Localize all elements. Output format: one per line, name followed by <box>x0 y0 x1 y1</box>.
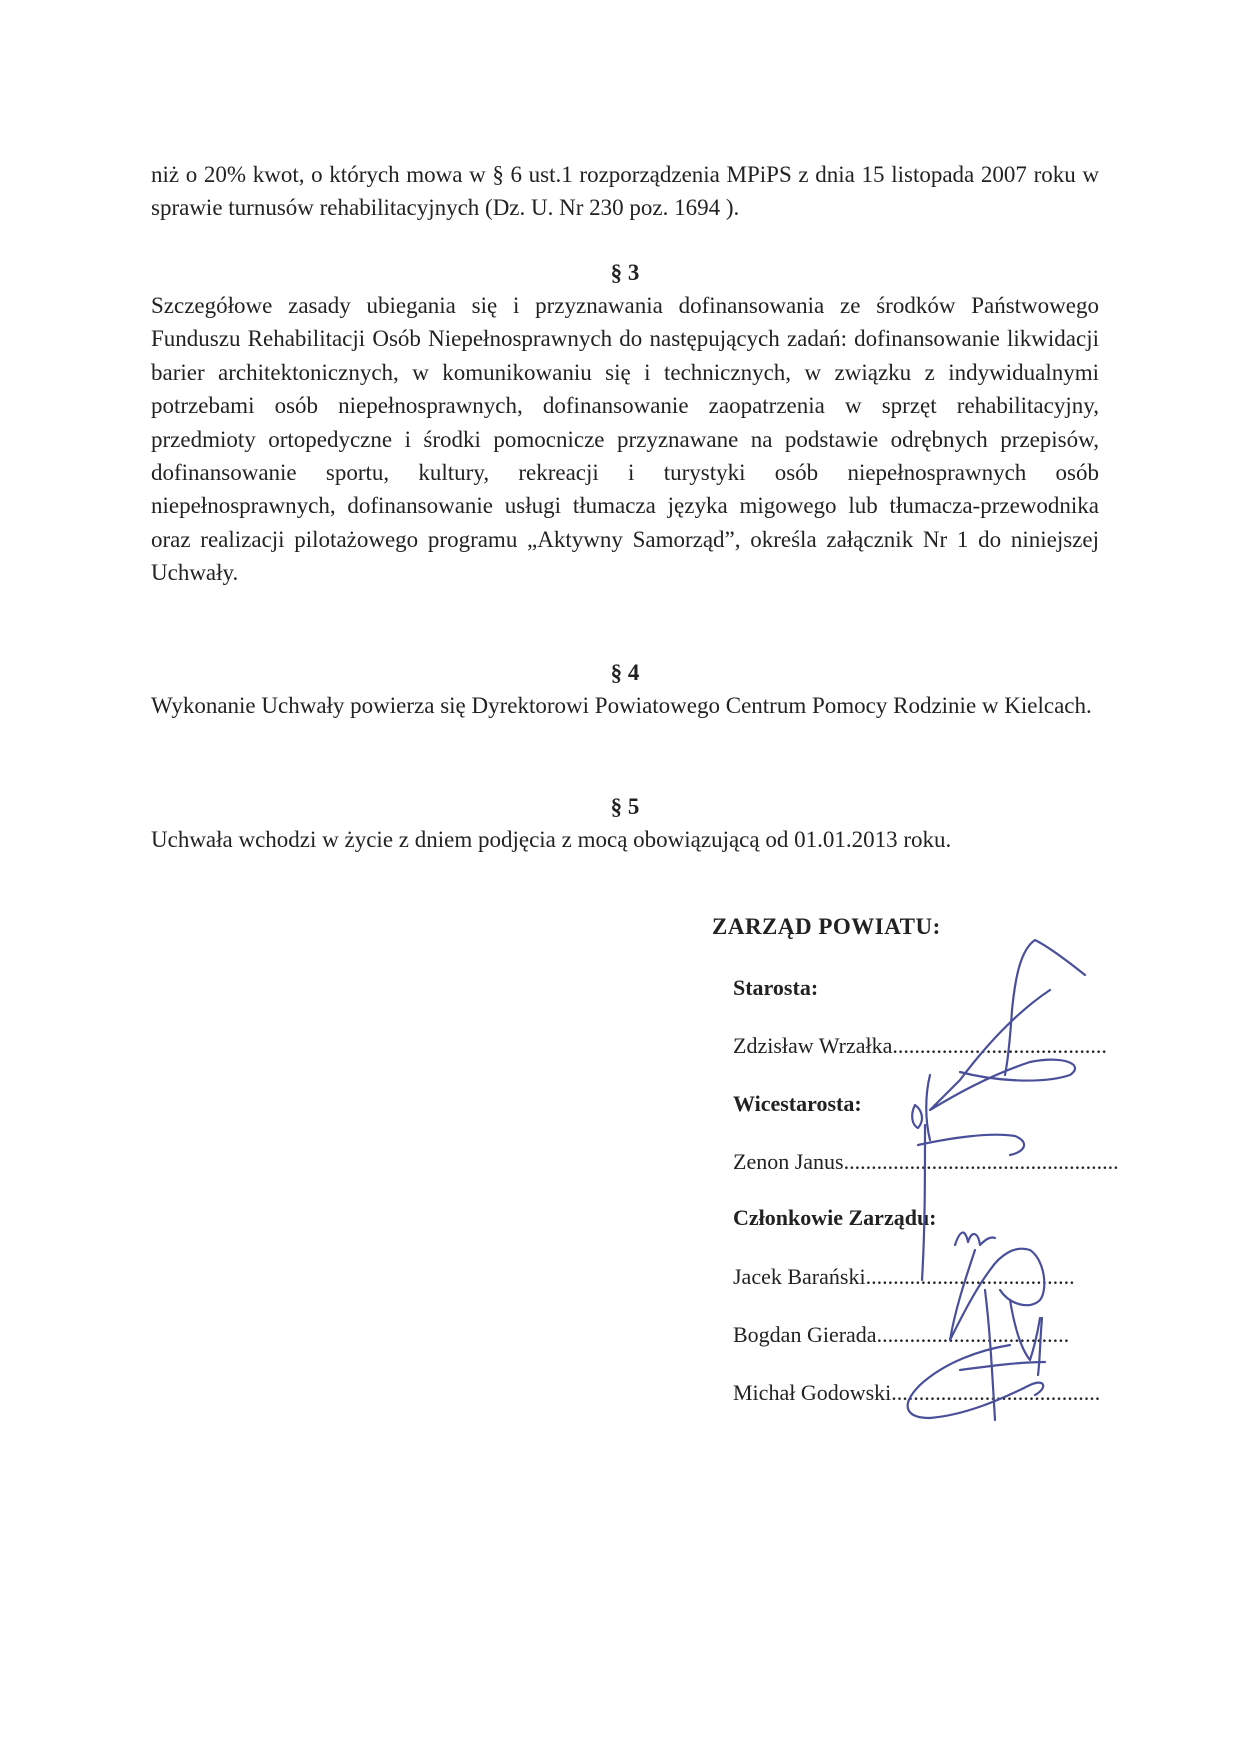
section-4-text: Wykonanie Uchwały powierza się Dyrektorowi Powiatowego Centrum Pomocy Rodzinie w Kielcach. <box>151 693 1092 718</box>
section-5-text: Uchwała wchodzi w życie z dniem podjęcia z mocą obowiązującą od 01.01.2013 roku. <box>151 827 952 852</box>
section-3-text: Szczegółowe zasady ubiegania się i przyznawania dofinansowania ze środków Państwowego Funduszu Rehabilitacji Osób Niepełnosprawnych do następujących zadań: dofinansowanie likwidacji barier architektonicznych, w komunikowaniu się i technicznych, w związku z indywidualnymi potrzebami osób niepełnosprawnych, dofinansowanie zaopatrzenia w sprzęt rehabilitacyjny, przedmioty ortopedyczne i środki pomocnicze przyznawane na podstawie odrębnych przepisów, dofinansowanie sportu, kultury, rekreacji i turystyki osób niepełnosprawnych osób niepełnosprawnych, dofinansowanie usługi tłumacza języka migowego lub tłumacza-przewodnika oraz realizacji pilotażowego programu „Aktywny Samorząd”, określa załącznik Nr 1 do niniejszej Uchwały. <box>151 293 1099 586</box>
wicestarosta-label: Wicestarosta: <box>733 1091 862 1116</box>
member-name: Jacek Barański <box>733 1264 866 1289</box>
member-line <box>733 1380 1100 1406</box>
section-4-heading: § 4 <box>610 660 640 685</box>
wicestarosta-line <box>733 1149 1119 1175</box>
wicestarosta-name: Zenon Janus <box>733 1149 844 1174</box>
member-dots: ...................................... <box>891 1380 1101 1405</box>
starosta-name: Zdzisław Wrzałka <box>733 1033 893 1058</box>
member-name: Bogdan Gierada <box>733 1322 877 1347</box>
section-3-heading: § 3 <box>610 260 640 285</box>
member-dots: ................................... <box>876 1322 1070 1347</box>
board-title: ZARZĄD POWIATU: <box>712 914 941 939</box>
member-line <box>733 1264 1075 1290</box>
intro-paragraph: niż o 20% kwot, o których mowa w § 6 ust.1 rozporządzenia MPiPS z dnia 15 listopada 2007 roku w sprawie turnusów rehabilitacyjnych (Dz. U. Nr 230 poz. 1694 ). <box>151 162 1099 221</box>
starosta-line <box>733 1033 1107 1059</box>
section-5-heading: § 5 <box>610 794 640 819</box>
member-line <box>733 1322 1069 1348</box>
signature-members-stroke <box>955 1233 995 1245</box>
starosta-dots: ....................................... <box>892 1033 1107 1058</box>
members-label: Członkowie Zarządu: <box>733 1205 937 1230</box>
starosta-label: Starosta: <box>733 975 819 1000</box>
signature-starosta-stroke <box>926 1075 930 1140</box>
wicestarosta-dots: .................................................. <box>843 1149 1119 1174</box>
member-name: Michał Godowski <box>733 1380 892 1405</box>
signature-wicestarosta-stroke <box>912 1105 922 1128</box>
member-dots: ...................................... <box>865 1264 1075 1289</box>
signature-members-stroke <box>960 1362 1045 1370</box>
